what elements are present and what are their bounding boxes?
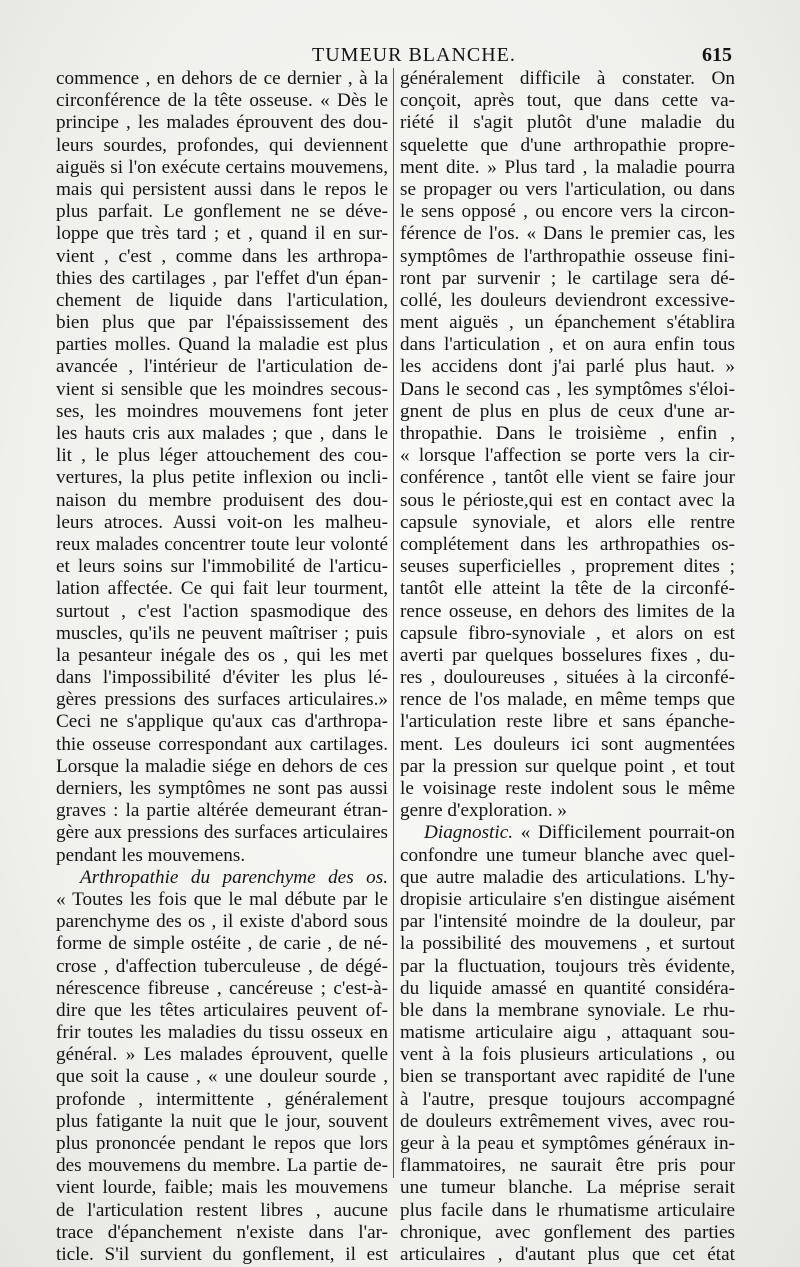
left-column — [56, 68, 388, 1266]
text-line: par la pression sur quelque point , et tout — [400, 755, 735, 777]
text-line: les accidens dont j'ai parlé plus haut. » — [400, 356, 735, 378]
text-line: plus fatigante la nuit que le jour, souvent — [56, 1110, 388, 1132]
text-line: squelette que d'une arthropathie propre- — [400, 134, 735, 156]
text-line: flammatoires, ne saurait être pris pour — [400, 1155, 735, 1177]
text-line: capsule synoviale, et alors elle rentre — [400, 511, 735, 533]
text-line: naison du membre produisent des dou- — [56, 489, 388, 511]
text-line: par l'intensité moindre de la douleur, par — [400, 911, 735, 933]
text-line: le voisinage reste indolent sous le même — [400, 778, 735, 799]
text-line: que soit la cause , « une douleur sourde , — [56, 1066, 388, 1088]
text-line: circonférence de la tête osseuse. « Dès le — [56, 90, 388, 112]
text-line: lit , le plus léger attouchement des cou- — [56, 445, 388, 467]
text-line: mais qui persistent aussi dans le repos le — [56, 178, 388, 200]
text-line: surtout , c'est l'action spasmodique des — [56, 600, 388, 622]
text-line: tantôt elle atteint la tête de la circonfé- — [400, 578, 735, 600]
text-line: vient , c'est , comme dans les arthropa- — [56, 245, 388, 267]
text-line: leurs sourdes, profondes, qui deviennent — [56, 134, 388, 156]
text-line: chement de liquide dans l'articulation, — [56, 289, 388, 311]
text-line: matisme articulaire aigu , attaquant sou- — [400, 1022, 735, 1044]
text-line: thie osseuse correspondant aux cartilages. — [56, 733, 388, 755]
text-line: pendant les mouvemens. — [56, 844, 246, 866]
text-line: vient si sensible que les moindres secous- — [56, 378, 388, 400]
text-line: thies des cartilages , par l'effet d'un épan- — [56, 267, 388, 289]
text-line: parenchyme des os , il existe d'abord sous — [56, 911, 388, 933]
text-line: les hauts cris aux malades ; que , dans le — [56, 423, 388, 444]
page-number: 615 — [702, 44, 732, 66]
text-line: généralement difficile à constater. On — [400, 68, 735, 89]
text-line: Ceci ne s'applique qu'aux cas d'arthropa- — [56, 711, 388, 733]
text-line: Dans le second cas , les symptômes s'éloi- — [400, 378, 735, 400]
text-line: thropathie. Dans le troisième , enfin , — [400, 423, 735, 444]
text-line: complétement dans les arthropathies os- — [400, 533, 735, 555]
text-line: et leurs soins sur l'immobilité de l'articu- — [56, 556, 388, 578]
text-line: Diagnostic. « Difficilement pourrait-on — [424, 822, 735, 844]
text-line: ticle. S'il survient du gonflement, il est — [56, 1243, 388, 1265]
text-line: bien plus que par l'épaississement des — [56, 312, 388, 334]
text-line: plus prononcée pendant le repos que lors — [56, 1133, 388, 1154]
column-divider — [393, 68, 394, 1178]
running-title: TUMEUR BLANCHE. — [312, 44, 516, 66]
text-line: symptômes de l'arthropathie osseuse fini- — [400, 245, 735, 267]
text-line: capsule fibro-synoviale , et alors on est — [400, 622, 735, 644]
text-line: chronique, avec gonflement des parties — [400, 1221, 735, 1243]
text-line: parties molles. Quand la maladie est plus — [56, 334, 388, 356]
text-line: se propager ou vers l'articulation, ou dans — [400, 178, 735, 200]
text-line: averti par quelques bosselures fixes , du- — [400, 644, 735, 666]
text-line: l'articulation reste libre et sans épanche- — [400, 711, 735, 733]
text-line: le sens opposé , ou encore vers la circon- — [400, 201, 735, 223]
text-line: général. » Les malades éprouvent, quelle — [56, 1044, 388, 1066]
text-line: férence de l'os. « Dans le premier cas, les — [400, 223, 735, 245]
text-line: ment dite. » Plus tard , la maladie pourra — [400, 156, 735, 178]
text-line: ble dans la membrane synoviale. Le rhu- — [400, 999, 735, 1021]
text-line: de l'articulation restent libres , aucune — [56, 1199, 388, 1221]
text-line: sous le périoste,qui est en contact avec la — [400, 489, 735, 511]
text-line: crose , d'affection tuberculeuse , de dégé- — [56, 955, 388, 977]
text-line: leurs atroces. Aussi voit-on les malheu- — [56, 511, 388, 533]
text-line: confondre une tumeur blanche avec quel- — [400, 844, 735, 866]
text-line: la pesanteur inégale des os , qui les met — [56, 644, 388, 666]
text-line: vent à la fois plusieurs articulations , ou — [400, 1044, 735, 1066]
text-line: gnent de plus en plus de ceux d'une ar- — [400, 400, 735, 422]
text-line: riété il s'agit plutôt d'une maladie du — [400, 112, 735, 134]
text-line: Lorsque la maladie siége en dehors de ces — [56, 755, 388, 777]
section-heading: Diagnostic. — [424, 822, 514, 844]
text-line: dans l'articulation , et on aura enfin tous — [400, 334, 735, 356]
text-line: Arthropathie du parenchyme des os. — [80, 866, 388, 888]
text-line: collé, les douleurs deviendront excessive- — [400, 289, 735, 311]
text-line: geur à la peau et symptômes généraux in- — [400, 1133, 735, 1154]
text-line: dropisie articulaire s'en distingue aisément — [400, 888, 735, 910]
text-line: aiguës si l'on exécute certains mouvemens, — [56, 156, 388, 178]
text-line: la possibilité des mouvemens , et surtout — [400, 933, 735, 955]
text-line: conçoit, après tout, que dans cette va- — [400, 90, 735, 112]
text-line: conférence , tantôt elle vient se faire jour — [400, 467, 735, 489]
text-line: du liquide amassé en quantité considéra- — [400, 977, 735, 999]
text-line: forme de simple ostéite , de carie , de né- — [56, 933, 388, 955]
text-line: par la fluctuation, toujours très évidente, — [400, 955, 735, 977]
text-line: à l'autre, presque toujours accompagné — [400, 1088, 735, 1110]
text-line: reux malades concentrer toute leur volonté — [56, 533, 388, 555]
text-line: frir toutes les maladies du tissu osseux en — [56, 1022, 388, 1044]
text-line: « lorsque l'affection se porte vers la cir- — [400, 445, 735, 467]
text-line: commence , en dehors de ce dernier , à la — [56, 68, 388, 89]
text-line: principe , les malades éprouvent des dou- — [56, 112, 388, 134]
text-line: vient lourde, faible; mais les mouvemens — [56, 1177, 388, 1199]
text-line: rence de l'os malade, en même temps que — [400, 689, 735, 711]
text-line: gères pressions des surfaces articulaires.» — [56, 689, 388, 711]
text-line: ses, les moindres mouvemens font jeter — [56, 400, 388, 422]
text-line: loppe que très tard ; et , quand il en sur- — [56, 223, 388, 245]
text-line: nérescence fibreuse , cancéreuse ; c'est-à- — [56, 977, 388, 999]
text-line: rence osseuse, en dehors des limites de la — [400, 600, 735, 622]
text-line: de douleurs extrêmement vives, avec rou- — [400, 1110, 735, 1132]
text-line: « Toutes les fois que le mal débute par le — [56, 888, 388, 910]
text-line: res , douloureuses , situées à la circonfé- — [400, 667, 735, 689]
text-line: derniers, les symptômes ne sont pas aussi — [56, 778, 388, 799]
text-line: ment aiguës , un épanchement s'établira — [400, 312, 735, 334]
text-line: avancée , l'intérieur de l'articulation de- — [56, 356, 388, 378]
text-line: articulaires , d'autant plus que cet état — [400, 1243, 735, 1265]
text-line: des mouvemens du membre. La partie de- — [56, 1155, 388, 1177]
text-line: seuses superficielles , proprement dites ; — [400, 556, 735, 578]
text-line: dire que les têtes articulaires peuvent of- — [56, 999, 388, 1021]
text-line: plus facile dans le rhumatisme articulaire — [400, 1199, 735, 1221]
text-line: dans l'impossibilité d'éviter les plus lé- — [56, 667, 388, 689]
text-line: vertures, la plus petite inflexion ou incli- — [56, 467, 388, 489]
text-line: ment. Les douleurs ici sont augmentées — [400, 733, 735, 755]
text-line: profonde , intermittente , généralement — [56, 1088, 388, 1110]
text-line: ront par survenir ; le cartilage sera dé- — [400, 267, 735, 289]
text-line: plus parfait. Le gonflement ne se déve- — [56, 201, 388, 223]
running-head — [0, 44, 800, 68]
text-line: trace d'épanchement n'existe dans l'ar- — [56, 1221, 388, 1243]
text-line: graves : la partie altérée demeurant étran- — [56, 800, 388, 822]
text-line: genre d'exploration. » — [400, 800, 568, 822]
text-line: bien se transportant avec rapidité de l'une — [400, 1066, 735, 1088]
text-line: une tumeur blanche. La méprise serait — [400, 1177, 735, 1199]
text-line: lation affectée. Ce qui fait leur tourment, — [56, 578, 388, 600]
right-column — [400, 68, 735, 1266]
text-line: que autre maladie des articulations. L'hy- — [400, 866, 735, 888]
text-line: muscles, qu'ils ne peuvent maîtriser ; puis — [56, 622, 388, 644]
text-line: gère aux pressions des surfaces articulaires — [56, 822, 388, 844]
